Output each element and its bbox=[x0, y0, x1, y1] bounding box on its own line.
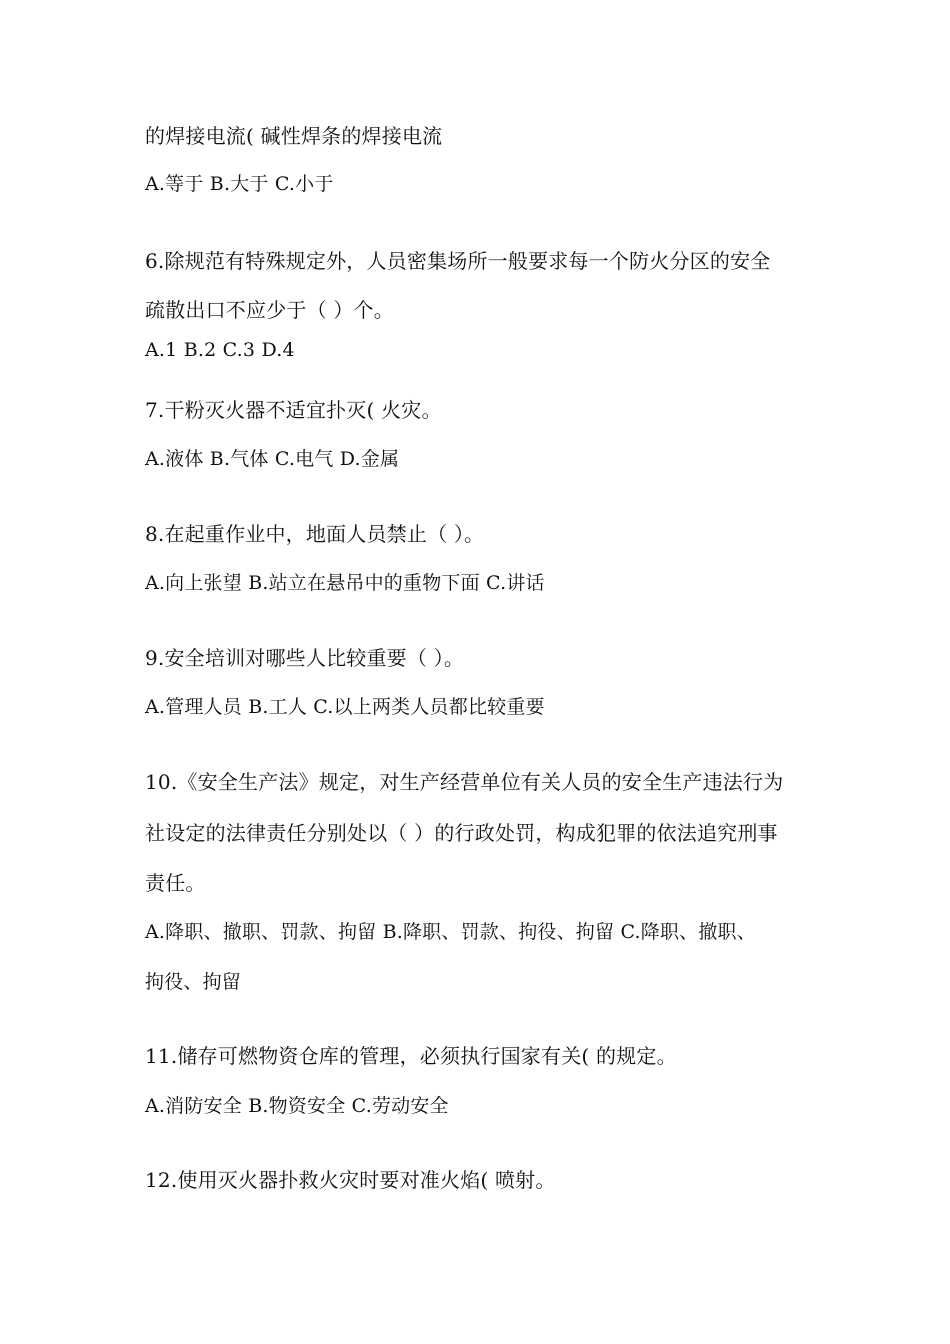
question-7-text: 7.干粉灭火器不适宜扑灭( 火灾。 bbox=[145, 398, 442, 422]
question-9-options: A.管理人员 B.工人 C.以上两类人员都比较重要 bbox=[145, 696, 545, 718]
question-8-options: A.向上张望 B.站立在悬吊中的重物下面 C.讲话 bbox=[145, 572, 545, 594]
question-9-text: 9.安全培训对哪些人比较重要（ ）。 bbox=[145, 646, 465, 670]
question-11-text: 11.储存可燃物资仓库的管理，必须执行国家有关( 的规定。 bbox=[145, 1044, 677, 1068]
question-6-options: A.1 B.2 C.3 D.4 bbox=[145, 339, 295, 361]
question-12-text: 12.使用灭火器扑救火灾时要对准火焰( 喷射。 bbox=[145, 1168, 556, 1192]
question-8-text: 8.在起重作业中，地面人员禁止（ ）。 bbox=[145, 522, 485, 546]
question-10-text: 10.《安全生产法》规定，对生产经营单位有关人员的安全生产违法行为 bbox=[145, 770, 784, 794]
question-5-options: A.等于 B.大于 C.小于 bbox=[145, 173, 334, 195]
question-6-text: 6.除规范有特殊规定外，人员密集场所一般要求每一个防火分区的安全 bbox=[145, 249, 771, 273]
question-10-options: A.降职、撤职、罚款、拘留 B.降职、罚款、拘役、拘留 C.降职、撤职、 bbox=[145, 921, 756, 943]
question-7-options: A.液体 B.气体 C.电气 D.金属 bbox=[145, 448, 400, 470]
question-5-text-continued: 的焊接电流( 碱性焊条的焊接电流 bbox=[145, 124, 443, 148]
question-11-options: A.消防安全 B.物资安全 C.劳动安全 bbox=[145, 1095, 449, 1117]
question-10-text-end: 责任。 bbox=[145, 871, 206, 895]
question-10-options-continued: 拘役、拘留 bbox=[145, 971, 242, 993]
question-10-text-continued: 社设定的法律责任分别处以（ ）的行政处罚，构成犯罪的依法追究刑事 bbox=[145, 821, 778, 845]
question-6-text-continued: 疏散出口不应少于（ ）个。 bbox=[145, 298, 394, 322]
